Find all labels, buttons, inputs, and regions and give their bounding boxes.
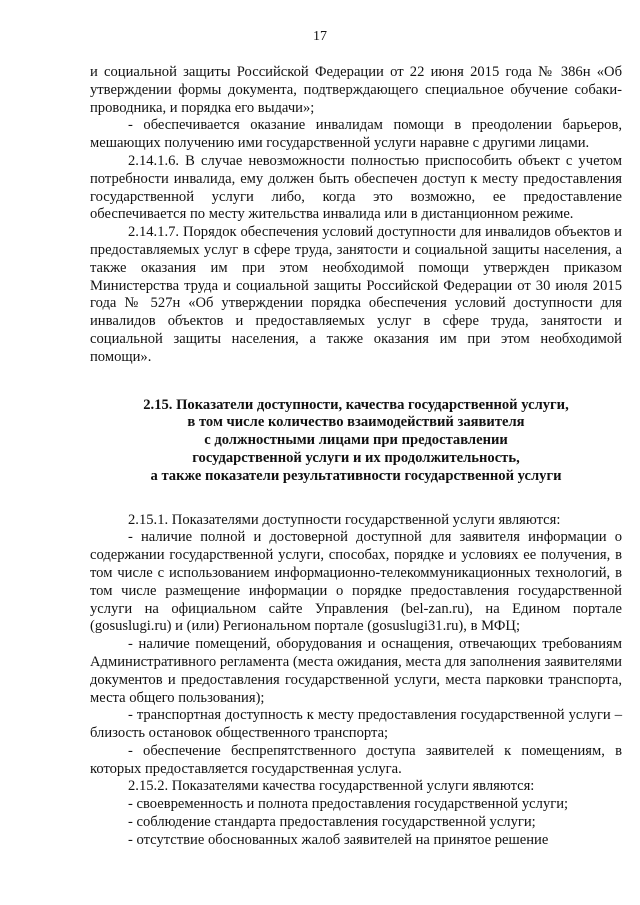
paragraph: - наличие помещений, оборудования и оснащения, отвечающих требованиям Административного регламента (места ожидания, места для заполнения заявителями документов и предоставления государственной услуги, места парковки транспорта, места общего пользования); xyxy=(90,636,622,706)
heading-line: с должностными лицами при предоставлении xyxy=(204,432,508,449)
heading-line: государственной услуги и их продолжительность, xyxy=(192,449,520,466)
paragraph: 2.15.1. Показателями доступности государственной услуги являются: xyxy=(128,511,561,528)
document-body xyxy=(90,64,622,850)
heading-line: 2.15. Показатели доступности, качества государственной услуги, xyxy=(143,396,569,413)
paragraph: - обеспечение беспрепятственного доступа заявителей к помещениям, в которых предоставляется государственная услуга. xyxy=(90,742,622,777)
paragraph: - соблюдение стандарта предоставления государственной услуги; xyxy=(128,814,536,831)
paragraph: - своевременность и полнота предоставления государственной услуги; xyxy=(128,796,569,813)
paragraph: - транспортная доступность к месту предоставления государственной услуги – близость остановок общественного транспорта; xyxy=(90,707,622,742)
paragraph: 2.15.2. Показателями качества государственной услуги являются: xyxy=(128,778,535,795)
paragraph: и социальной защиты Российской Федерации от 22 июня 2015 года № 386н «Об утверждении формы документа, подтверждающего специальное обучение собаки-проводника, и порядка его выдачи»; xyxy=(90,64,622,116)
paragraph: 2.14.1.6. В случае невозможности полностью приспособить объект с учетом потребности инвалида, ему должен быть обеспечен доступ к месту предоставления государственной услуги либо, когда это возможно, ее предоставление обеспечивается по месту жительства инвалида или в дистанционном режиме. xyxy=(90,152,622,223)
heading-line: а также показатели результативности государственной услуги xyxy=(150,467,562,484)
paragraph: - обеспечивается оказание инвалидам помощи в преодолении барьеров, мешающих получению ими государственной услуги наравне с другими лицами. xyxy=(90,117,622,152)
paragraph: - отсутствие обоснованных жалоб заявителей на принятое решение xyxy=(128,831,549,848)
paragraph: - наличие полной и достоверной доступной для заявителя информации о содержании государственной услуги, способах, порядке и условиях ее получения, в том числе с использованием информационно-телекоммуникационных технологий, в том числе размещение информации о порядке предоставления государственной услуги на официальном сайте Управления (bel-zan.ru), на Едином портале (gosuslugi.ru) и (или) Региональном портале (gosuslugi31.ru), в МФЦ; xyxy=(90,529,622,635)
paragraph: 2.14.1.7. Порядок обеспечения условий доступности для инвалидов объектов и предоставляемых услуг в сфере труда, занятости и социальной защиты населения, а также оказания им при этом необходимой помощи утвержден приказом Министерства труда и социальной защиты Российской Федерации от 30 июля 2015 года № 527н «Об утверждении порядка обеспечения условий доступности для инвалидов объектов и предоставляемых услуг в сфере труда, занятости и социальной защиты населения, а также оказания им при этом необходимой помощи». xyxy=(90,224,622,365)
page-number: 17 xyxy=(313,29,327,44)
heading-line: в том числе количество взаимодействий заявителя xyxy=(187,414,525,431)
section-heading xyxy=(90,397,622,486)
